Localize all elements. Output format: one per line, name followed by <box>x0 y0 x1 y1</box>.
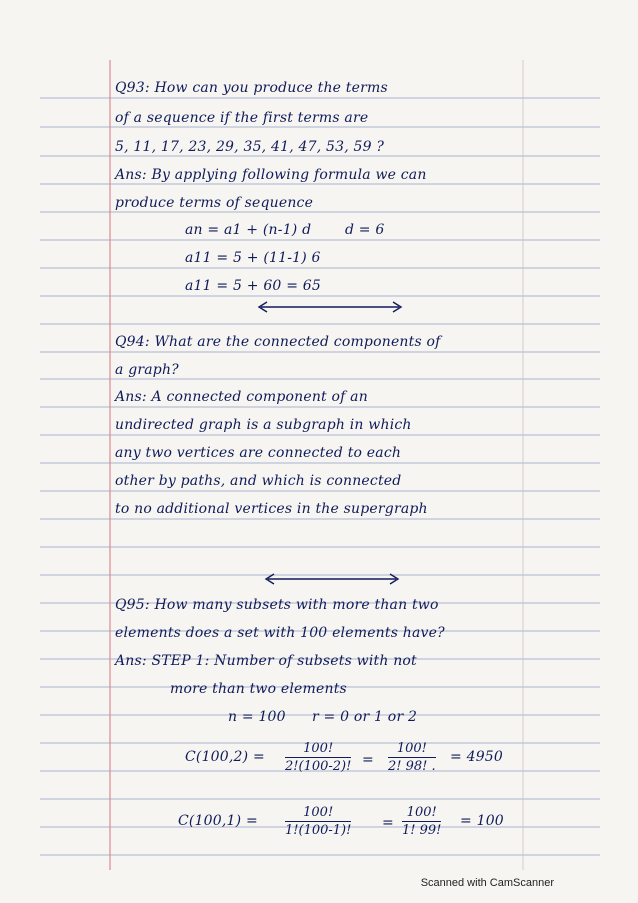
q93-answer-line-2: produce terms of sequence <box>115 195 314 211</box>
q93-substitution: a11 = 5 + (11-1) 6 <box>185 250 321 266</box>
q95-answer-step-1: Ans: STEP 1: Number of subsets with not <box>115 653 417 669</box>
q95-question-line-2: elements does a set with 100 elements have? <box>115 625 445 641</box>
q95-question-line-1: Q95: How many subsets with more than two <box>115 597 439 613</box>
q93-answer-line-1: Ans: By applying following formula we can <box>115 167 427 183</box>
scanner-watermark: Scanned with CamScanner <box>420 877 554 889</box>
q95-c2-f2-den: 2! 98! . <box>388 759 436 774</box>
q95-c2-fraction-1 <box>285 741 351 774</box>
q93-common-difference: d = 6 <box>345 222 385 238</box>
q95-c1-result: = 100 <box>460 813 504 829</box>
q94-answer-line-1: Ans: A connected component of an <box>115 389 368 405</box>
q95-c1-f1-den: 1!(100-1)! <box>285 823 352 838</box>
q94-question-line-1: Q94: What are the connected components of <box>115 334 441 350</box>
q95-c2-f1-num: 100! <box>285 741 351 758</box>
q95-c2-lhs: C(100,2) = <box>185 749 265 765</box>
q95-c2-f2-num: 100! <box>388 741 436 758</box>
q94-answer-line-5: to no additional vertices in the supergraph <box>115 501 428 517</box>
q93-question-line-3: 5, 11, 17, 23, 29, 35, 41, 47, 53, 59 ? <box>115 139 385 155</box>
q95-c1-fraction-1 <box>285 805 351 838</box>
q94-question-line-2: a graph? <box>115 362 179 378</box>
q94-answer-line-3: any two vertices are connected to each <box>115 445 402 461</box>
q94-answer-line-2: undirected graph is a subgraph in which <box>115 417 412 433</box>
q93-result: a11 = 5 + 60 = 65 <box>185 278 321 294</box>
q95-c1-lhs: C(100,1) = <box>178 813 258 829</box>
q95-c2-f1-den: 2!(100-2)! <box>285 759 352 774</box>
q95-c1-f2-num: 100! <box>402 805 441 822</box>
q95-n-value: n = 100 <box>228 709 286 725</box>
q95-c2-eq: = <box>362 752 374 768</box>
separator-arrow-2 <box>262 572 402 586</box>
q94-answer-line-4: other by paths, and which is connected <box>115 473 402 489</box>
q95-c1-f1-num: 100! <box>285 805 351 822</box>
q95-answer-step-1-cont: more than two elements <box>170 681 347 697</box>
q93-formula: an = a1 + (n-1) d <box>185 222 312 238</box>
q95-r-values: r = 0 or 1 or 2 <box>312 709 418 725</box>
q95-c2-result: = 4950 <box>450 749 504 765</box>
q95-c1-eq: = <box>382 815 394 831</box>
q93-question-line-1: Q93: How can you produce the terms <box>115 80 388 96</box>
q93-question-line-2: of a sequence if the first terms are <box>115 110 369 126</box>
separator-arrow-1 <box>255 300 405 314</box>
q95-c1-fraction-2 <box>402 805 441 838</box>
q95-c2-fraction-2 <box>388 741 436 774</box>
q95-c1-f2-den: 1! 99! <box>402 823 442 838</box>
